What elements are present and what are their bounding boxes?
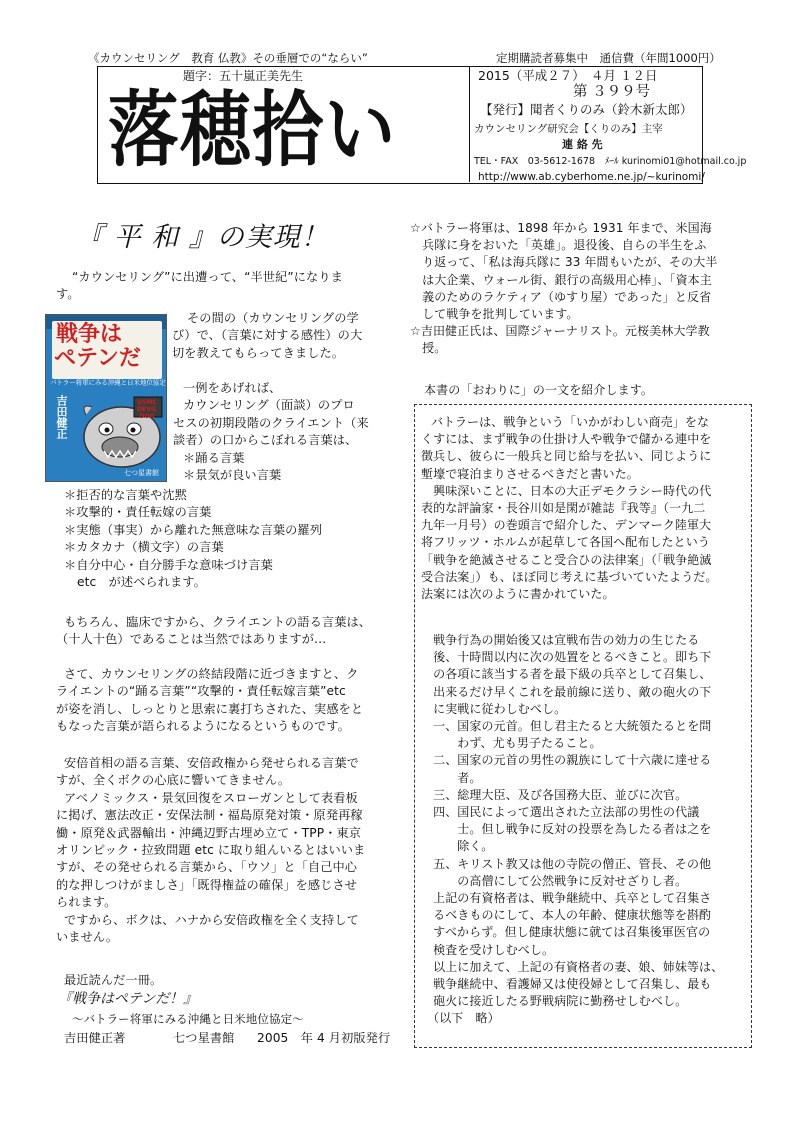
text-line: もちろん、臨床ですから、クライエントの語る言葉は、 (64, 615, 372, 629)
text-line: すが、その発せられる言葉から、「ウソ」と「自己中心 (56, 860, 358, 875)
quote-line: 上記の有資格者は、戦争継続中、兵卒として召集さ (421, 891, 712, 906)
paragraph-example (173, 380, 369, 484)
header-divider (469, 67, 470, 182)
note-line: ☆吉田健正氏は、国際ジャーナリスト。元桜美林大学教 (410, 324, 710, 339)
quote-paragraph-2 (421, 632, 723, 1028)
quote-line: 戦争行為の開始後又は宣戦布告の効力の生じたる (421, 633, 700, 647)
paragraph-learning (172, 310, 363, 362)
quote-line: の各項に該当する者を最下級の兵卒として召集し、 (421, 667, 712, 682)
quote-line: 興味深いことに、日本の大正デモクラシー時代の代 (421, 483, 712, 498)
quote-line: 徴兵し、彼らに一般兵と同じ給与を払い、同じように (421, 449, 712, 464)
text-line: その間の（カウンセリングの学 (187, 311, 359, 325)
paragraph-abe (56, 755, 366, 946)
text-line: いません。 (56, 930, 119, 945)
text-line: “カウンセリング”に出遭って、“半世紀”になりま (72, 270, 343, 284)
cover-title-line2: ペテンだ (54, 346, 141, 371)
list-item: ＊自分中心・自分勝手な意味づけ言葉 (64, 557, 273, 572)
organization: カウンセリング研究会【くりのみ】主宰 (474, 123, 663, 135)
contact-label: 連 絡 先 (562, 138, 603, 151)
recent-book-intro: 最近読んだ一冊。 (64, 973, 163, 987)
subscription-notice: 定期購読者募集中 通信費（年間1000円） (496, 51, 721, 65)
text-line: 一例をあげれば、 (183, 381, 282, 395)
quote-line: すべからず。但し健康状態に就ては召集後軍医官の (421, 925, 711, 940)
issue-number: 第 ３９９号 (573, 84, 651, 100)
publisher: 【発行】聞者くりのみ（鈴木新太郎） (480, 102, 693, 117)
text-line: 安倍首相の語る言葉、安倍政権から発せられる言葉で (64, 756, 359, 770)
quote-line: 法案には次のように書かれていた。 (421, 587, 615, 602)
quote-line: 以上に加えて、上記の有資格者の妻、娘、姉妹等は、 (421, 959, 724, 974)
text-line: セスの初期段階のクライエント（来 (173, 415, 369, 430)
quote-line: 受合法案」）も、ほぼ同じ考えに基づいていたようだ。 (421, 569, 718, 584)
book-author: 吉田健正著 (64, 1031, 126, 1045)
list-item: etc が述べられます。 (77, 575, 206, 590)
cover-publisher: 七つ星書館 (124, 469, 159, 477)
text-line: られます。 (56, 895, 117, 910)
paragraph-termination (56, 666, 364, 736)
cover-sign: USMC DEVIL DOG (137, 399, 157, 420)
text-line: オリンピック・拉致問題 etc に取り組んいるとはいいま (56, 843, 366, 858)
quote-line: （以下 略） (421, 1011, 500, 1026)
paragraph-intro (56, 269, 343, 304)
text-line: もなった言葉が語られるようになるというものです。 (56, 719, 350, 734)
note-line: は大企業、ウォール街、銀行の高級用心棒」、「資本主 (410, 272, 712, 287)
text-line: が姿を消し、しっとりと思索に裏打ちされた、実感をと (56, 701, 364, 716)
text-line: 切を教えてもらってきました。 (172, 345, 345, 360)
note-line: り返って、「私は海兵隊に 33 年間もいたが、その大半 (410, 255, 718, 270)
newsletter-logo-title: 落穂拾い (108, 82, 397, 178)
text-line: ＊踊る言葉 (183, 450, 245, 465)
quote-line: 砲火に接近したる野戦病院に勤務せしむべし。 (421, 994, 688, 1009)
cover-title-line1: 戦争は (56, 322, 123, 347)
quote-line: 表的な評論家・長谷川如是閑が雑誌『我等』（一九二 (421, 501, 706, 516)
text-line: （十人十色）であることは当然ではありますが… (56, 632, 327, 647)
quote-line: 三、総理大臣、及び各国務大臣、並びに次官。 (421, 787, 688, 802)
word-list (64, 487, 322, 591)
quote-line: 塹壕で寝泊まりさせるべきだと書いた。 (421, 466, 639, 481)
book-publisher: 七つ星書館 (173, 1031, 235, 1045)
text-line: 談者）の口からこぼれる言葉は、 (173, 433, 358, 448)
quote-line: くすには、まず戦争の仕掛け人や戦争で儲かる連中を (421, 432, 712, 447)
header-tagline: 《カウンセリング 教育 仏教》その垂層での“ならい” (88, 51, 368, 65)
text-line: 的な押しつけがましさ」「既得権益の確保」を感じさせ (56, 877, 358, 892)
text-line: アベノミックス・景気回復をスローガンとして表看板 (64, 790, 358, 805)
quote-line: 除く。 (421, 839, 494, 854)
quote-line: 五、キリスト教又は他の寺院の僧正、管長、その他 (421, 856, 712, 871)
quote-line: に実戦に従わしむべし。 (421, 701, 567, 716)
contact-tel: TEL・FAX 03-5612-1678 ﾒｰﾙ kurinomi01@hotmail.co.jp (474, 156, 747, 167)
quote-line: 二、国家の元首の男性の親族にして十六歳に達せる (421, 753, 712, 768)
text-line: ライエントの“踊る言葉”“攻撃的・責任転嫁言葉”etc (56, 684, 346, 699)
note-line: して戦争を批判しています。 (410, 307, 579, 322)
text-line: す。 (56, 287, 80, 302)
text-line: すが、全くボクの心底に響いてきません。 (56, 773, 291, 788)
text-line: カウンセリング（面談）のプロ (183, 398, 355, 413)
issue-date: 2015（平成２７） ４月 １２日 (478, 68, 658, 83)
text-line: さて、カウンセリングの終結段階に近づきますと、ク (64, 667, 359, 681)
book-subtitle: ～バトラー将軍にみる沖縄と日米地位協定～ (72, 1012, 304, 1026)
quote-paragraph-1 (421, 414, 718, 603)
quote-line: 一、国家の元首。但し君主たると大統領たるとを問 (421, 719, 712, 734)
notes-section (410, 220, 717, 358)
quote-line: わず、尤も男子たること。 (421, 736, 602, 751)
note-line: ☆バトラー将軍は、1898 年から 1931 年まで、米国海 (410, 221, 712, 235)
quote-line: 戦争継続中、看護婦又は使役婦として召集し、最も (421, 977, 712, 992)
text-line: び）で、（言葉に対する感性）の大 (172, 328, 363, 343)
book-cover-image (45, 314, 167, 482)
quote-line: 士。但し戦争に反対の投票を為したる者は之を (421, 822, 712, 837)
text-line: ＊景気が良い言葉 (183, 468, 282, 483)
quote-line: 者。 (421, 770, 482, 785)
quote-line: 四、国民によって選出された立法部の男性の代議 (421, 805, 700, 820)
quote-line: 後、十時間以内に次の処置をとるべきこと。即ち下 (421, 650, 712, 665)
quote-line: の高僧にして公然戦争に反対せざりし者。 (421, 873, 688, 888)
cover-subtitle: バトラー将軍にみる沖縄と日米地位協定 (50, 379, 166, 387)
list-item: ＊攻撃的・責任転嫁の言葉 (64, 505, 212, 520)
list-item: ＊実態（事実）から離れた無意味な言葉の羅列 (64, 522, 323, 537)
quote-line: 出来るだけ早くこれを最前線に送り、敵の砲火の下 (421, 684, 712, 699)
quote-intro: 本書の「おわりに」の一文を紹介します。 (424, 383, 653, 397)
text-line: に掲げ、憲法改正・安保法制・福島原発対策・原発再稼 (56, 808, 363, 823)
quote-line: 将フリッツ・ホルムが起草して各国へ配布したという (421, 535, 710, 550)
text-line: 働・原発＆武器輸出・沖縄辺野古埋め立て・TPP・東京 (56, 825, 362, 840)
cover-author: 吉田健正 (55, 395, 68, 439)
list-item: ＊拒否的な言葉や沈黙 (64, 488, 187, 502)
quote-line: 検査を受けしむべし。 (421, 942, 555, 957)
quote-line: 「戦争を絶滅させること受合ひの法律案」（「戦争絶滅 (421, 552, 712, 567)
quote-line: バトラーは、戦争という「いかがわしい商売」をな (431, 415, 710, 429)
article-title: 『 平 和 』の実現！ (76, 222, 329, 253)
quote-line: るべきものにして、本人の年齢、健康状態等を斟酌 (421, 908, 712, 923)
note-line: 兵隊に身をおいた「英雄」。退役後、自らの半生をふ (410, 238, 707, 253)
website-url: http://www.ab.cyberhome.ne.jp/~kurinomi/ (478, 171, 705, 183)
book-publish-date: 2005 年 4 月初版発行 (257, 1031, 391, 1045)
text-line: ですから、ボクは、ハナから安倍政権を全く支持して (64, 912, 359, 927)
note-line: 授。 (410, 341, 447, 356)
book-title: 『戦争はペテンだ！』 (58, 991, 198, 1007)
note-line: 義のためのラケティア（ゆすり屋）であった」と反省 (410, 289, 712, 304)
quote-line: 九年一月号）の巻頭言で紹介した、デンマーク陸軍大 (421, 518, 712, 533)
paragraph-clinical (56, 614, 372, 649)
calligraphy-credit: 題字：五十嵐正美先生 (183, 69, 304, 83)
list-item: ＊カタカナ（横文字）の言葉 (64, 540, 224, 555)
